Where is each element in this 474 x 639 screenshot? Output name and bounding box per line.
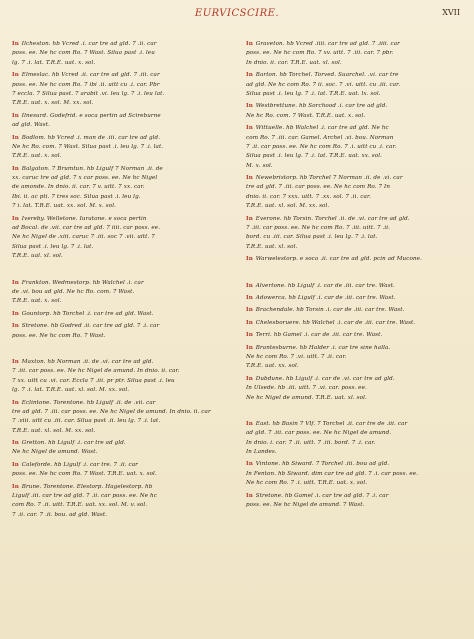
manuscript-entry bbox=[246, 102, 458, 121]
manuscript-line: Ne hc com Ro. 7 .vi. uitt. 7 .ii. car. bbox=[246, 353, 347, 360]
manuscript-entry bbox=[12, 165, 224, 212]
manuscript-line: ad gld. 7 .iii. car poss. ee. Ne hc Nigel de amund. bbox=[246, 430, 392, 437]
manuscript-entry bbox=[246, 344, 458, 372]
manuscript-line: M. x. sol. bbox=[246, 162, 273, 169]
entry-initial: In bbox=[246, 175, 253, 182]
manuscript-line: In Stretone. hb Godred .ii. car tre ad gld. 7 .i. car bbox=[12, 323, 160, 330]
manuscript-line: In Balgaton. 7 Brumtun. hb Ligulf 7 Norman .ii. de bbox=[12, 165, 163, 172]
manuscript-entry bbox=[12, 71, 224, 109]
manuscript-line: In Terri. hb Gamel .i. car de .iii. car tre. Wast. bbox=[246, 332, 383, 339]
section-gap bbox=[246, 268, 458, 282]
manuscript-line: In dnio. i. car. 7 .ii. uitt. 7 .iii. bord. 7 .i. car. bbox=[246, 439, 376, 446]
manuscript-line: poss. ee. Ne hc com Ro. 7 Wast. T.R.E. uat. x. sol. bbox=[12, 471, 157, 478]
section-gap bbox=[12, 265, 224, 279]
manuscript-line: Ibi. ii. ac pti. 7 tres soc. Silua past .i. leu lg. bbox=[12, 193, 141, 200]
entry-initial: In bbox=[246, 282, 253, 289]
manuscript-line: In Everone. hb Torsin. Torchel .ii. de .vi. car tre ad gld. bbox=[246, 215, 410, 222]
manuscript-line: T.R.E. uat. x. sol. bbox=[12, 153, 62, 160]
manuscript-line: In Gretton. hb Ligulf .i. car tre ad gld. bbox=[12, 440, 126, 447]
entry-initial: In bbox=[12, 134, 19, 141]
manuscript-entry bbox=[246, 375, 458, 403]
manuscript-line: T.R.E. uat. xl. sol. M. xx. sol. bbox=[246, 203, 330, 210]
manuscript-entry bbox=[246, 71, 458, 99]
manuscript-line: tre ad gld. 7 .iii. car poss. ee. Ne hc com Ro. 7 In bbox=[246, 184, 391, 191]
entry-initial: In bbox=[12, 279, 19, 286]
manuscript-line: In Brune. Torentone. Elestorp. Hagelestorp. hb bbox=[12, 483, 153, 490]
manuscript-line: Silua past .i. leu lg. 7 .i. lat. T.R.E. uat. lx. sol. bbox=[246, 90, 381, 97]
manuscript-line: bord. cu .iii. car. Silua past .i. leu lg. 7 .i. lat. bbox=[246, 234, 378, 241]
manuscript-entry bbox=[246, 282, 458, 291]
manuscript-line: In Ilnesurd. Godefrid. e soca pertin ad Scireburne bbox=[12, 112, 161, 119]
manuscript-line: ad gld. Wast. bbox=[12, 122, 50, 129]
entry-initial: In bbox=[246, 215, 253, 222]
manuscript-line: In East. hb Basin 7 Vlf. 7 Torchel .ii. car tre de .iii. car bbox=[246, 420, 408, 427]
manuscript-line: 7 .ii. car. 7 .ii. bou. ad gld. Wast. bbox=[12, 511, 108, 518]
manuscript-entry bbox=[12, 439, 224, 458]
entry-initial: In bbox=[12, 72, 19, 79]
manuscript-line: In Gountorp. hb Torchel .i. car tre ad gld. Wast. bbox=[12, 310, 154, 317]
entry-initial: In bbox=[246, 420, 253, 427]
manuscript-line: In Eclintone. Torentone. hb Ligulf .ii. de .vii. car bbox=[12, 399, 156, 406]
manuscript-line: In Bodlom. hb Vcred .i. man de .iii. car tre ad gld. bbox=[12, 134, 161, 141]
entry-initial: In bbox=[246, 256, 253, 263]
manuscript-line: T.R.E. uat. xl. sol. M. xx. sol. bbox=[12, 427, 96, 434]
manuscript-entry bbox=[12, 483, 224, 521]
manuscript-line: T.R.E. uat. xx. sol. bbox=[246, 363, 299, 370]
manuscript-line: In Caleforde. hb Ligulf .i. car tre. 7 .ii. car bbox=[12, 461, 138, 468]
manuscript-entry bbox=[12, 358, 224, 396]
entry-initial: In bbox=[246, 319, 253, 326]
section-gap bbox=[12, 344, 224, 358]
manuscript-line: In Elmeslac. hb Vcred .ii. car tre ad gld. 7 .iii. car bbox=[12, 72, 160, 79]
manuscript-line: 7 eccla. 7 Silua past. 7 arabit .vi. leu lg. 7 .i. leu lat. bbox=[12, 90, 165, 97]
entry-initial: In bbox=[12, 215, 19, 222]
manuscript-line: Silua past .i. leu lg. 7 .i. lat. bbox=[12, 243, 94, 250]
manuscript-line: In Wittuelle. hb Walchel .i. car tre ad gld. Ne hc bbox=[246, 125, 389, 132]
manuscript-entry bbox=[246, 174, 458, 212]
manuscript-entry bbox=[12, 399, 224, 437]
entry-initial: In bbox=[246, 307, 253, 314]
entry-initial: In bbox=[246, 461, 253, 468]
manuscript-line: ad gld. Ne hc com Ro. 7 ii. soc. 7 .vi. uitt. cu .iii. car. bbox=[246, 81, 401, 88]
manuscript-line: 7 .iii. car poss. ee. Ne hc Nigel de amund. In dnio. ii. car. bbox=[12, 368, 180, 375]
manuscript-line: poss. ee. Ne hc com Ro. 7 xv. uitt. 7 .iii. car. 7 pbr. bbox=[246, 50, 394, 57]
manuscript-line: In Landes. bbox=[246, 449, 277, 456]
folio-number: XVII bbox=[442, 8, 460, 17]
manuscript-line: de .vi. bou ad gld. Ne hc Ro. com. 7 Wast. bbox=[12, 288, 135, 295]
manuscript-line: poss. ee. Ne hc Nigel de amund. 7 Wast. bbox=[246, 502, 365, 509]
manuscript-line: 7 i. lat. T.R.E. uat. xx. sol. M. x. sol. bbox=[12, 203, 117, 210]
manuscript-line: Ligulf .iii. car tre ad gld. 7 .ii. car poss. ee. Ne hc bbox=[12, 493, 157, 500]
manuscript-entry bbox=[246, 124, 458, 171]
manuscript-line: Ne hc Nigel de amund. T.R.E. uat. xl. sol. bbox=[246, 394, 367, 401]
manuscript-entry bbox=[246, 319, 458, 328]
manuscript-line: ad Bocal. de .vii. car tre ad gld. 7 iiii. car poss. ee. bbox=[12, 225, 161, 232]
manuscript-line: Silua past .i. leu lg. 7 .i. lat. T.R.E. uat. xx. sol. bbox=[246, 153, 382, 160]
manuscript-line: com Ro. 7 .iii. car. Gamel. Archel .vi. bou. Norman bbox=[246, 134, 394, 141]
manuscript-line: Ne hc Ro. com. 7 Wast. Silua past .i. leu lg. 7 .i. lat. bbox=[12, 143, 164, 150]
entry-initial: In bbox=[246, 492, 253, 499]
manuscript-line: poss. ee. Ne hc com Ro. 7 Wast. Silua past .i. leu bbox=[12, 50, 155, 57]
entry-initial: In bbox=[12, 461, 19, 468]
manuscript-line: In dnio. ii. car. T.R.E. uat. xl. sol. bbox=[246, 59, 342, 66]
manuscript-entry bbox=[12, 40, 224, 68]
manuscript-line: T.R.E. uat. x. sol. M. xx. sol. bbox=[12, 100, 94, 107]
manuscript-line: In Chelesboruere. hb Walchel .i. car de .iii. car tre. Wast. bbox=[246, 319, 416, 326]
manuscript-line: In Fenton. hb Siward. dim car tre ad gld. 7 .i. car poss. ee. bbox=[246, 470, 419, 477]
entry-initial: In bbox=[12, 112, 19, 119]
manuscript-line: Ne hc Nigel de .xiii. caruc 7 .iii. soc 7 .vii. uitt. 7 bbox=[12, 234, 155, 241]
entry-initial: In bbox=[12, 323, 19, 330]
right-column bbox=[246, 40, 458, 513]
manuscript-line: In Dubdune. hb Ligulf .i. car de .vi. car tre ad gld. bbox=[246, 375, 395, 382]
manuscript-line: Ne hc Ro. com. 7 Wast. T.R.E. uat. x. sol. bbox=[246, 112, 366, 119]
manuscript-entry bbox=[246, 294, 458, 303]
manuscript-line: Ne hc com Ro. 7 .i. uitt. T.R.E. uat. x. sol. bbox=[246, 480, 368, 487]
entry-initial: In bbox=[12, 310, 19, 317]
manuscript-line: In Westbrettune. hb Sorchood .i. car tre ad gld. bbox=[246, 103, 388, 110]
page-heading: EURVICSCIRE. bbox=[194, 8, 280, 19]
manuscript-line: T.R.E. uat. x. sol. bbox=[12, 298, 62, 305]
entry-initial: In bbox=[246, 375, 253, 382]
left-column bbox=[12, 40, 224, 523]
manuscript-line: Ne hc Nigel de amund. Wast. bbox=[12, 449, 98, 456]
manuscript-line: In Stretone. hb Gamel .i. car tre ad gld. 7 .i. car bbox=[246, 492, 389, 499]
manuscript-line: In Ulsede. hb .iii. uitt. 7 .vi. car. poss. ee. bbox=[246, 385, 367, 392]
manuscript-entry bbox=[246, 420, 458, 458]
entry-initial: In bbox=[12, 41, 19, 47]
entry-initial: In bbox=[12, 440, 19, 447]
manuscript-line: In Warwelestorp. e soca .ii. car tre ad gld. pcin ad Mucone. bbox=[246, 256, 422, 263]
manuscript-line: 7 .ii. car poss. ee. Ne hc com Ro. 7 .i. uitt cu .i. car. bbox=[246, 143, 397, 150]
manuscript-line: de amonde. In dnio. ii. car. 7 v. uitt. 7 xx. car. bbox=[12, 184, 145, 191]
manuscript-line: xx. caruc tre ad gld. 7 x car poss. ee. Ne hc Nigel bbox=[12, 175, 158, 182]
manuscript-line: poss. ee. Ne hc com Ro. 7 Wast. bbox=[12, 332, 106, 339]
manuscript-entry bbox=[246, 492, 458, 511]
entry-initial: In bbox=[246, 125, 253, 132]
entry-initial: In bbox=[246, 294, 253, 301]
entry-initial: In bbox=[246, 72, 253, 79]
manuscript-line: com Ro. 7 .ii. uitt. T.R.E. uat. xx. sol. M. v. sol. bbox=[12, 502, 148, 509]
manuscript-line: In Newebristorp. hb Torchel 7 Norman .ii. de .vi. car bbox=[246, 175, 403, 182]
manuscript-line: In Barton. hb Torchel. Torved. Suarchel. .vi. car tre bbox=[246, 72, 399, 79]
manuscript-entry bbox=[246, 255, 458, 264]
manuscript-line: In Brantesburne. hb Halder .i. car tre sine halla. bbox=[246, 344, 391, 351]
manuscript-line: 7 .iii. car poss. ee. Ne hc com Ro. 7 .iii. uitt. 7 .ii. bbox=[246, 225, 391, 232]
manuscript-line: lg. 7 .i. lat. T.R.E. uat. x. sol. bbox=[12, 59, 96, 66]
manuscript-line: In Maxton. hb Norman .ii. de .vi. car tre ad gld. bbox=[12, 358, 154, 365]
entry-initial: In bbox=[12, 483, 19, 490]
manuscript-line: lg. 7 .i. lat. T.R.E. uat. xl. sol. M. xx. sol. bbox=[12, 387, 130, 394]
manuscript-entry bbox=[246, 331, 458, 340]
manuscript-entry bbox=[12, 134, 224, 162]
manuscript-line: dnio. ii. car. 7 xxx. uitt. 7 .xx. sol. 7 .ii. car. bbox=[246, 193, 372, 200]
manuscript-entry bbox=[12, 112, 224, 131]
entry-initial: In bbox=[12, 165, 19, 172]
manuscript-line: In Ilcheston. hb Vcred .i. car tre ad gld. 7 .ii. car bbox=[12, 41, 157, 47]
entry-initial: In bbox=[246, 344, 253, 351]
manuscript-line: In Brachendale. hb Torsin .i. car de .iii. car tre. Wast. bbox=[246, 307, 405, 314]
manuscript-line: In Vintone. hb Siward. 7 Torchel .iii. bou ad gld. bbox=[246, 461, 390, 468]
manuscript-line: 7 .viii. uitt cu .iii. car. Silua past .ii. leu lg. 7 .i. lat. bbox=[12, 418, 161, 425]
manuscript-entry bbox=[246, 460, 458, 488]
manuscript-entry bbox=[12, 322, 224, 341]
entry-initial: In bbox=[246, 41, 253, 47]
entry-initial: In bbox=[12, 399, 19, 406]
manuscript-entry bbox=[12, 279, 224, 307]
manuscript-entry bbox=[246, 215, 458, 253]
manuscript-entry bbox=[246, 306, 458, 315]
section-gap bbox=[246, 406, 458, 420]
manuscript-line: T.R.E. ual. xl. sol. bbox=[12, 253, 63, 260]
manuscript-entry bbox=[12, 215, 224, 262]
manuscript-entry bbox=[246, 40, 458, 68]
manuscript-line: In Frankton. Wedmestorp. hb Walchel .i. car bbox=[12, 279, 144, 286]
manuscript-line: tre ad gld. 7 .iii. car poss. ee. Ne hc Nigel de amund. In dnio. ii. car bbox=[12, 408, 211, 415]
entry-initial: In bbox=[246, 103, 253, 110]
manuscript-entry bbox=[12, 310, 224, 319]
manuscript-entry bbox=[12, 461, 224, 480]
manuscript-line: 7 xx. uitt cu .vi. car. Eccla 7 .iii. pr ptr. Silua past .i. leu bbox=[12, 377, 175, 384]
manuscript-line: poss. ee. Ne hc com Ro. 7 ibi .ii. uitt cu .i. car. Pbr bbox=[12, 81, 160, 88]
manuscript-line: In Alvertone. hb Ligulf .i. car de .iii. car tre. Wast. bbox=[246, 282, 395, 289]
entry-initial: In bbox=[12, 358, 19, 365]
entry-initial: In bbox=[246, 332, 253, 339]
manuscript-line: In Graveton. hb Vcred .iiii. car tre ad gld. 7 .iiii. car bbox=[246, 41, 400, 47]
manuscript-line: In Adowerca. hb Ligulf .i. car de .iii. car tre. Wast. bbox=[246, 294, 396, 301]
manuscript-line: T.R.E. uat. xl. sol. bbox=[246, 243, 298, 250]
manuscript-line: In Ivereby. Welletone. Iuratone. e soca pertin bbox=[12, 215, 147, 222]
